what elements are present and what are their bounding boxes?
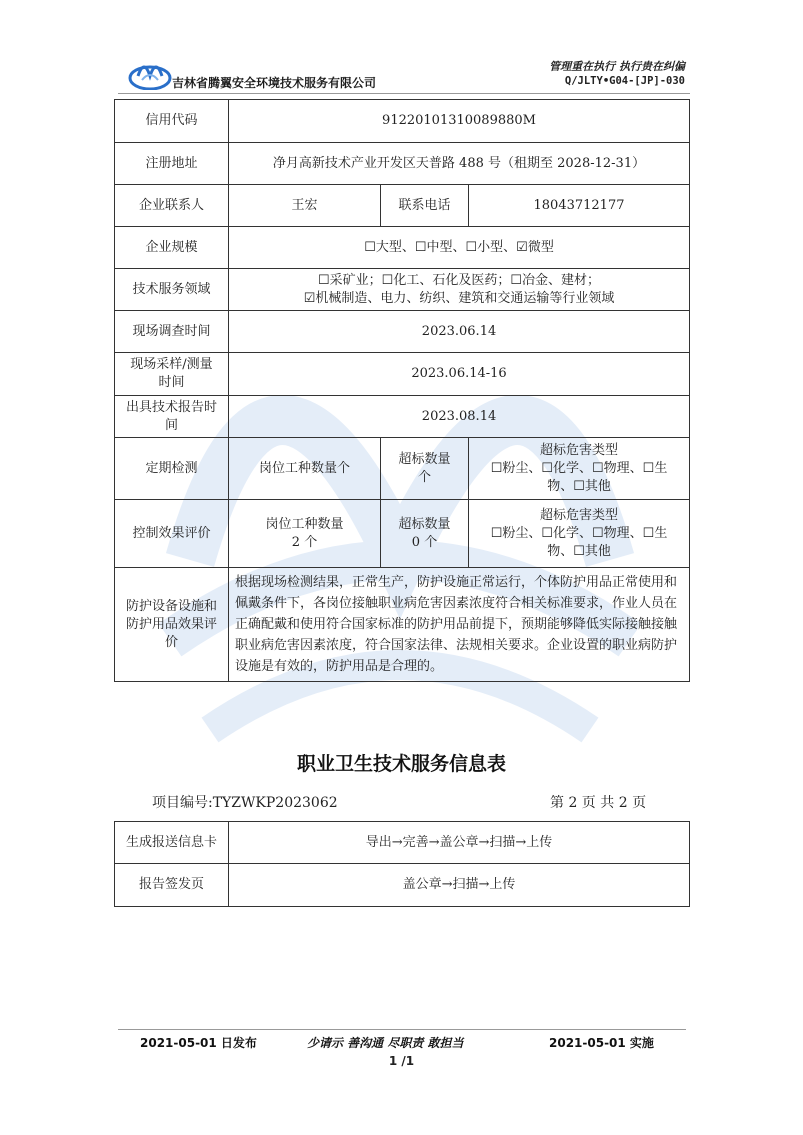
- periodic-exceed-count: [381, 438, 469, 500]
- page-number: 1 /1: [388, 1054, 415, 1068]
- table-row: [115, 396, 690, 438]
- cell-line: 2 个: [291, 534, 318, 550]
- scale-label: 企业规模: [115, 227, 229, 269]
- periodic-test-label: 定期检测: [115, 438, 229, 500]
- contact-value: 王宏: [229, 185, 381, 227]
- company-logo-icon: [128, 56, 172, 90]
- service-field-checkboxes: [229, 269, 690, 311]
- table-row: [115, 311, 690, 353]
- periodic-posts: 岗位工种数量个: [229, 438, 381, 500]
- sampling-time-label: [115, 353, 229, 396]
- control-exceed-count: [381, 500, 469, 568]
- table-row: [115, 185, 690, 227]
- protection-eval-text: 根据现场检测结果，正常生产，防护设施正常运行，个体防护用品正常使用和佩戴条件下，各岗位接触职业病危害因素浓度符合相关标准要求，作业人员在正确配戴和使用符合国家标准的防护用品前提下，预期能够降低实际接触接触职业病危害因素浓度，符合国家法律、法规相关要求。企业设置的职业病防护设施是有效的，防护用品是合理的。: [229, 568, 690, 682]
- table-row: [115, 100, 690, 143]
- label-line: 现场采样/测量: [130, 357, 213, 372]
- table-row: [115, 500, 690, 568]
- header-slogan: 管理重在执行 执行贵在纠偏: [549, 60, 685, 73]
- report-time-value: 2023.08.14: [229, 396, 690, 438]
- cell-line: 个: [417, 469, 431, 485]
- page-info: 第 2 页 共 2 页: [550, 795, 647, 811]
- cell-line: 物、☐其他: [547, 478, 611, 494]
- sign-page-steps: 盖公章→扫描→上传: [229, 864, 690, 907]
- label-line: 间: [164, 417, 178, 433]
- phone-label: 联系电话: [381, 185, 469, 227]
- footer-divider: [118, 1029, 686, 1030]
- service-field-label: 技术服务领域: [115, 269, 229, 311]
- table-row: [115, 822, 690, 864]
- label-line: 价: [164, 634, 178, 650]
- cell-line: ☐粉尘、☐化学、☐物理、☐生: [490, 525, 668, 541]
- cell-line: 0 个: [411, 534, 438, 550]
- service-field-line: ☐采矿业；☐化工、石化及医药；☐冶金、建材；: [318, 272, 600, 288]
- table-row: [115, 864, 690, 907]
- table-row: [115, 269, 690, 311]
- control-posts: [229, 500, 381, 568]
- info-card-steps: 导出→完善→盖公章→扫描→上传: [229, 822, 690, 864]
- label-line: 时间: [158, 375, 185, 390]
- survey-time-value: 2023.06.14: [229, 311, 690, 353]
- table-row: [115, 353, 690, 396]
- document-code: Q/JLTY•G04-[JP]-030: [564, 75, 685, 87]
- company-name: 吉林省腾翼安全环境技术服务有限公司: [172, 76, 377, 90]
- table-row: [115, 568, 690, 682]
- table-row: [115, 143, 690, 185]
- contact-label: 企业联系人: [115, 185, 229, 227]
- table-row: [115, 438, 690, 500]
- label-line: 出具技术报告时: [125, 399, 217, 415]
- credit-code-label: 信用代码: [115, 100, 229, 143]
- publish-date: 2021-05-01 日发布: [140, 1036, 257, 1050]
- credit-code-value: 91220101310089880M: [229, 100, 690, 143]
- cell-line: ☐粉尘、☐化学、☐物理、☐生: [490, 460, 668, 476]
- cell-line: 物、☐其他: [547, 543, 611, 559]
- periodic-hazard-types: [469, 438, 690, 500]
- control-eval-label: 控制效果评价: [115, 500, 229, 568]
- project-number: 项目编号:TYZWKP2023062: [152, 795, 338, 811]
- cell-line: 超标危害类型: [540, 442, 619, 458]
- implement-date: 2021-05-01 实施: [549, 1036, 654, 1050]
- label-line: 防护设备设施和: [125, 598, 217, 614]
- cell-line: 超标数量: [398, 516, 451, 532]
- info-card-label: 生成报送信息卡: [115, 822, 229, 864]
- enterprise-info-table: [114, 99, 690, 682]
- phone-value: 18043712177: [469, 185, 690, 227]
- sampling-time-value: 2023.06.14-16: [229, 353, 690, 396]
- table-row: [115, 227, 690, 269]
- cell-line: 岗位工种数量: [265, 516, 344, 532]
- control-hazard-types: [469, 500, 690, 568]
- footer-slogan: 少请示 善沟通 尽职责 敢担当: [307, 1036, 464, 1050]
- address-value: 净月高新技术产业开发区天普路 488 号（租期至 2028-12-31）: [229, 143, 690, 185]
- cell-line: 超标数量: [398, 451, 451, 467]
- survey-time-label: 现场调查时间: [115, 311, 229, 353]
- header-divider: [118, 93, 690, 94]
- service-info-table: [114, 821, 690, 907]
- service-field-line: ☑机械制造、电力、纺织、建筑和交通运输等行业领域: [303, 290, 615, 306]
- cell-line: 超标危害类型: [540, 507, 619, 523]
- section-title: 职业卫生技术服务信息表: [296, 753, 506, 775]
- label-line: 防护用品效果评: [125, 616, 217, 632]
- scale-checkboxes: ☐大型、☐中型、☐小型、☑微型: [229, 227, 690, 269]
- protection-eval-label: [115, 568, 229, 682]
- sign-page-label: 报告签发页: [115, 864, 229, 907]
- address-label: 注册地址: [115, 143, 229, 185]
- report-time-label: [115, 396, 229, 438]
